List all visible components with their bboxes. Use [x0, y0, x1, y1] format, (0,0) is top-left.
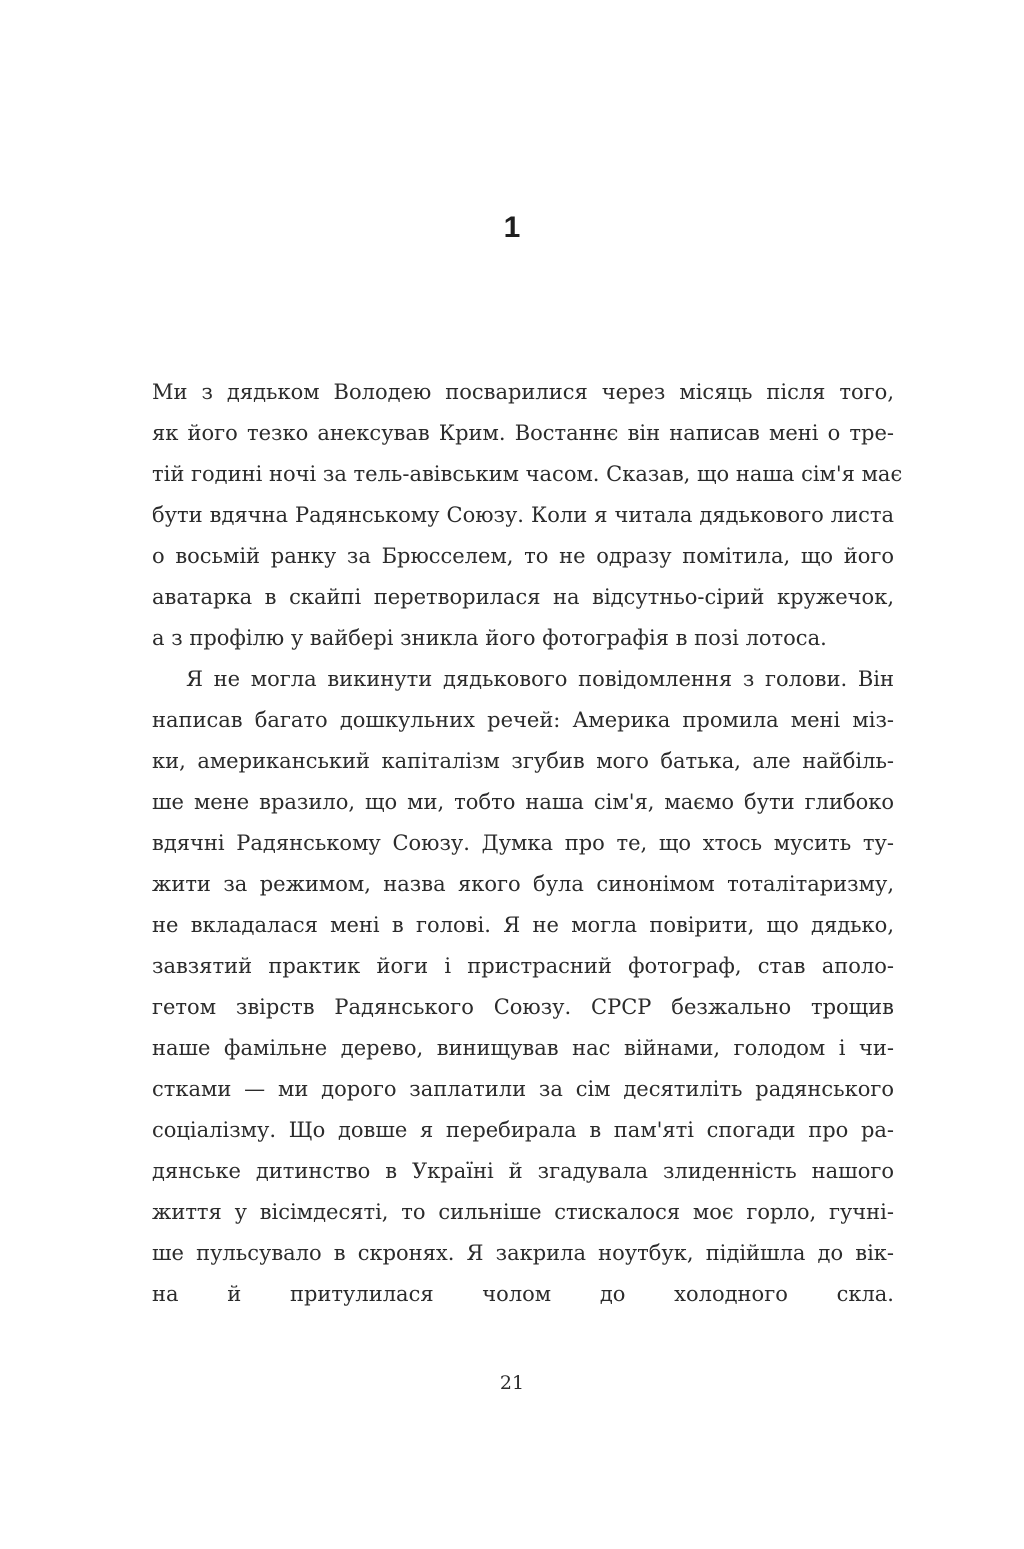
text-line: аватарка в скайпі перетворилася на відсутньо-сірий кружечок,	[152, 585, 894, 609]
text-line: на й притулилася чолом до холодного скла.	[152, 1282, 894, 1306]
text-line: а з профілю у вайбері зникла його фотографія в позі лотоса.	[152, 626, 827, 650]
text-line: ше мене вразило, що ми, тобто наша сім'я, маємо бути глибоко	[152, 790, 894, 814]
chapter-number: 1	[503, 211, 521, 244]
text-line: тій годині ночі за тель-авівським часом. Сказав, що наша сім'я має	[152, 462, 903, 486]
text-line: наше фамільне дерево, винищував нас війнами, голодом і чи-	[152, 1036, 894, 1060]
text-line: дянське дитинство в Україні й згадувала злиденність нашого	[152, 1159, 894, 1183]
page-number: 21	[499, 1372, 525, 1394]
text-line: Я не могла викинути дядькового повідомлення з голови. Він	[186, 667, 894, 691]
text-line: стками — ми дорого заплатили за сім десятиліть радянського	[152, 1077, 894, 1101]
text-line: жити за режимом, назва якого була синонімом тоталітаризму,	[152, 872, 894, 896]
text-line	[152, 1315, 894, 1356]
text-line: не вкладалася мені в голові. Я не могла повірити, що дядько,	[152, 913, 894, 937]
chapter-body-text	[152, 372, 903, 1356]
text-line: бути вдячна Радянському Союзу. Коли я читала дядькового листа	[152, 503, 894, 527]
text-line: як його тезко анексував Крим. Востаннє він написав мені о тре-	[152, 421, 894, 445]
paragraph-2	[152, 659, 894, 1356]
paragraph-1	[152, 372, 903, 659]
text-line: ки, американський капіталізм згубив мого батька, але найбіль-	[152, 749, 894, 773]
text-line: ше пульсувало в скронях. Я закрила ноутбук, підійшла до вік-	[152, 1241, 894, 1265]
text-line: о восьмій ранку за Брюсселем, то не одразу помітила, що його	[152, 544, 894, 568]
text-line: соціалізму. Що довше я перебирала в пам'яті спогади про ра-	[152, 1118, 894, 1142]
text-line: написав багато дошкульних речей: Америка промила мені міз-	[152, 708, 894, 732]
text-line: життя у вісімдесяті, то сильніше стискалося моє горло, гучні-	[152, 1200, 894, 1224]
text-line: Ми з дядьком Володею посварилися через місяць після того,	[152, 380, 894, 404]
text-line: завзятий практик йоги і пристрасний фотограф, став аполо-	[152, 954, 894, 978]
text-line: гетом звірств Радянського Союзу. СРСР безжально трощив	[152, 995, 894, 1019]
text-line: вдячні Радянському Союзу. Думка про те, що хтось мусить ту-	[152, 831, 894, 855]
